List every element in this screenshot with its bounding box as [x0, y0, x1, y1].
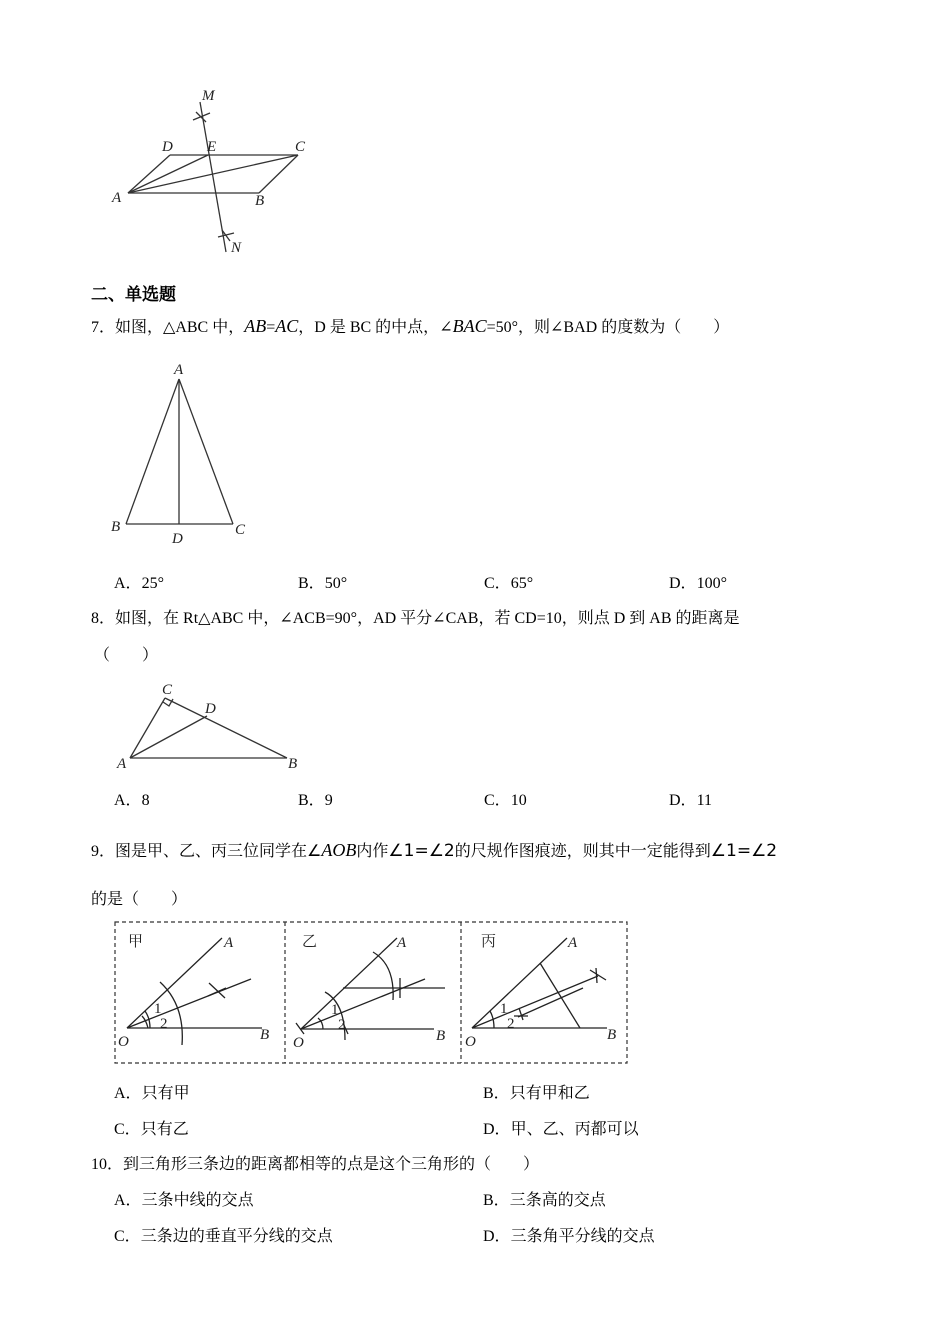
svg-text:O: O — [118, 1034, 129, 1050]
question-number: 10． — [91, 1156, 124, 1173]
question-9-stem-line2: 的是（ ） — [91, 891, 188, 908]
label-C: C — [235, 522, 246, 538]
option-8d[interactable]: D．11 — [669, 792, 712, 809]
svg-text:2: 2 — [160, 1016, 168, 1032]
svg-text:A: A — [224, 935, 234, 951]
option-9a[interactable]: A．只有甲 — [114, 1085, 190, 1102]
option-9b[interactable]: B．只有甲和乙 — [483, 1085, 590, 1102]
label-D: D — [162, 139, 173, 155]
question-9-stem: 9．图是甲、乙、丙三位同学在∠AOB内作∠1=∠2的尺规作图痕迹，则其中一定能得到∠1=∠2 — [91, 840, 778, 861]
option-7a[interactable]: A．25° — [114, 575, 164, 592]
panel-bing — [472, 938, 607, 1028]
label-A: A — [174, 362, 184, 378]
label-B: B — [111, 519, 121, 535]
svg-text:O: O — [293, 1035, 304, 1051]
label-N: N — [231, 240, 242, 256]
svg-text:A: A — [568, 935, 578, 951]
option-10c[interactable]: C．三条边的垂直平分线的交点 — [114, 1228, 333, 1245]
option-9c[interactable]: C．只有乙 — [114, 1121, 189, 1138]
svg-text:1: 1 — [154, 1001, 162, 1017]
option-7c[interactable]: C．65° — [484, 575, 534, 592]
label-B: B — [255, 193, 265, 209]
label-C: C — [162, 682, 173, 698]
label-D: D — [172, 531, 183, 547]
svg-text:1: 1 — [500, 1001, 508, 1017]
question-number: 9． — [91, 843, 116, 860]
panel-jia-title: 甲 — [128, 934, 144, 950]
label-B: B — [288, 756, 298, 772]
label-M: M — [202, 88, 215, 104]
option-8a[interactable]: A．8 — [114, 792, 150, 809]
svg-text:2: 2 — [338, 1017, 346, 1033]
label-A: A — [112, 190, 122, 206]
question-7-stem: 7．如图，△ABC 中，AB=AC，D 是 BC 的中点，∠BAC=50°，则∠BAD 的度数为（ ） — [91, 316, 730, 336]
question-8-answer-blank: （ ） — [94, 647, 159, 664]
question-10-stem: 10．到三角形三条边的距离都相等的点是这个三角形的（ ） — [91, 1156, 540, 1173]
svg-text:O: O — [465, 1034, 476, 1050]
question-number: 7． — [91, 319, 116, 336]
option-8b[interactable]: B．9 — [298, 792, 333, 809]
panel-jia — [127, 938, 262, 1045]
svg-text:2: 2 — [507, 1016, 515, 1032]
question-8-stem: 8．如图，在 Rt△ABC 中，∠ACB=90°，AD 平分∠CAB，若 CD=10，则点 D 到 AB 的距离是 — [91, 610, 740, 627]
option-10a[interactable]: A．三条中线的交点 — [114, 1192, 254, 1209]
svg-text:B: B — [607, 1027, 617, 1043]
svg-text:A: A — [397, 935, 407, 951]
label-E: E — [207, 139, 217, 155]
option-7b[interactable]: B．50° — [298, 575, 348, 592]
question-number: 8． — [91, 610, 116, 627]
section-title: 二、单选题 — [91, 285, 176, 305]
svg-text:B: B — [260, 1027, 270, 1043]
option-10b[interactable]: B．三条高的交点 — [483, 1192, 606, 1209]
panel-yi-title: 乙 — [302, 934, 318, 950]
svg-text:B: B — [436, 1028, 446, 1044]
panel-yi — [296, 938, 445, 1040]
label-A: A — [117, 756, 127, 772]
panel-bing-title: 丙 — [481, 934, 497, 950]
option-10d[interactable]: D．三条角平分线的交点 — [483, 1228, 655, 1245]
label-C: C — [295, 139, 306, 155]
label-D: D — [205, 701, 216, 717]
option-9d[interactable]: D．甲、乙、丙都可以 — [483, 1121, 639, 1138]
svg-text:1: 1 — [331, 1002, 339, 1018]
option-8c[interactable]: C．10 — [484, 792, 527, 809]
option-7d[interactable]: D．100° — [669, 575, 727, 592]
